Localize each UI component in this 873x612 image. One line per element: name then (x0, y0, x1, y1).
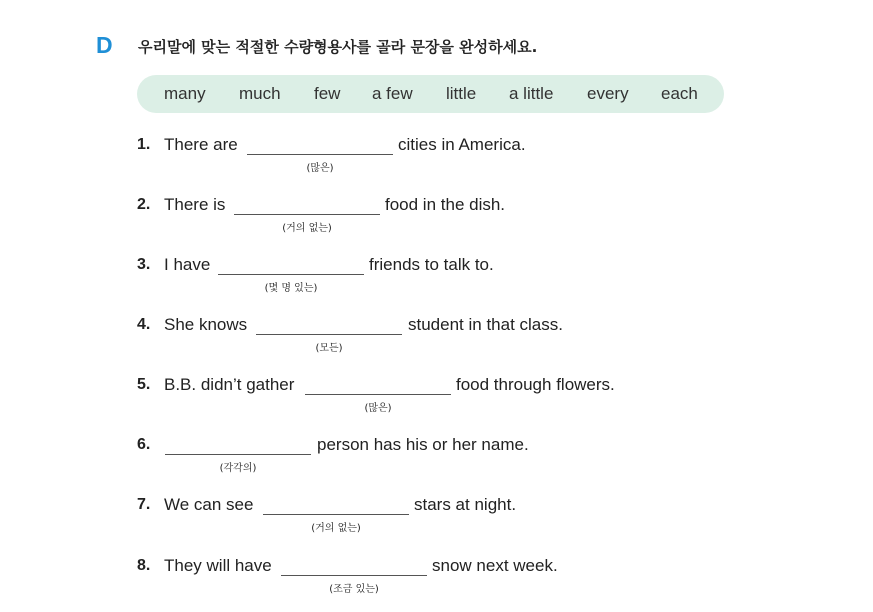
exercise-item (137, 195, 837, 245)
item-number: 7. (137, 496, 151, 513)
exercise-item (137, 315, 837, 365)
sentence-before: B.B. didn’t gather (164, 375, 295, 394)
korean-hint: (거의 없는) (282, 223, 332, 234)
word-bank-item: every (587, 84, 629, 103)
sentence-after: stars at night. (414, 495, 517, 514)
sentence-after: food in the dish. (385, 195, 506, 214)
korean-hint: (조금 있는) (329, 584, 379, 595)
answer-blank[interactable] (218, 264, 364, 275)
item-number: 1. (137, 136, 151, 153)
sentence-before: She knows (164, 315, 248, 334)
word-bank (137, 75, 724, 113)
sentence-after: student in that class. (408, 315, 563, 334)
korean-hint: (모든) (315, 343, 343, 354)
exercise-item (137, 435, 837, 485)
sentence-before: There is (164, 195, 226, 214)
item-number: 6. (137, 436, 151, 453)
answer-blank[interactable] (263, 504, 409, 515)
korean-hint: (많은) (306, 163, 334, 174)
item-number: 3. (137, 256, 151, 273)
section-instruction: 우리말에 맞는 적절한 수량형용사를 골라 문장을 완성하세요. (138, 38, 538, 56)
sentence-after: snow next week. (432, 556, 558, 575)
sentence-before: I have (164, 255, 211, 274)
exercise-item (137, 495, 837, 545)
section-letter: D (96, 32, 113, 58)
word-bank-item: a few (372, 84, 413, 103)
answer-blank[interactable] (281, 565, 427, 576)
sentence-after: person has his or her name. (317, 435, 529, 454)
sentence-before: We can see (164, 495, 254, 514)
item-number: 5. (137, 376, 151, 393)
exercise-item (137, 556, 837, 606)
word-bank-item: few (314, 84, 341, 103)
sentence-after: food through flowers. (456, 375, 615, 394)
exercise-item (137, 375, 837, 425)
word-bank-item: each (661, 84, 698, 103)
answer-blank[interactable] (165, 444, 311, 455)
korean-hint: (각각의) (219, 463, 257, 474)
sentence-before: There are (164, 135, 238, 154)
answer-blank[interactable] (247, 144, 393, 155)
exercise-item (137, 255, 837, 305)
sentence-after: friends to talk to. (369, 255, 494, 274)
korean-hint: (많은) (364, 403, 392, 414)
sentence-before: They will have (164, 556, 272, 575)
korean-hint: (거의 없는) (311, 523, 361, 534)
answer-blank[interactable] (305, 384, 451, 395)
exercise-item (137, 135, 837, 185)
word-bank-item: little (446, 84, 477, 103)
sentence-after: cities in America. (398, 135, 526, 154)
answer-blank[interactable] (256, 324, 402, 335)
korean-hint: (몇 명 있는) (264, 283, 318, 294)
item-number: 8. (137, 557, 151, 574)
word-bank-item: many (164, 84, 206, 103)
word-bank-item: much (239, 84, 281, 103)
item-number: 2. (137, 196, 151, 213)
answer-blank[interactable] (234, 204, 380, 215)
item-number: 4. (137, 316, 151, 333)
word-bank-item: a little (509, 84, 554, 103)
